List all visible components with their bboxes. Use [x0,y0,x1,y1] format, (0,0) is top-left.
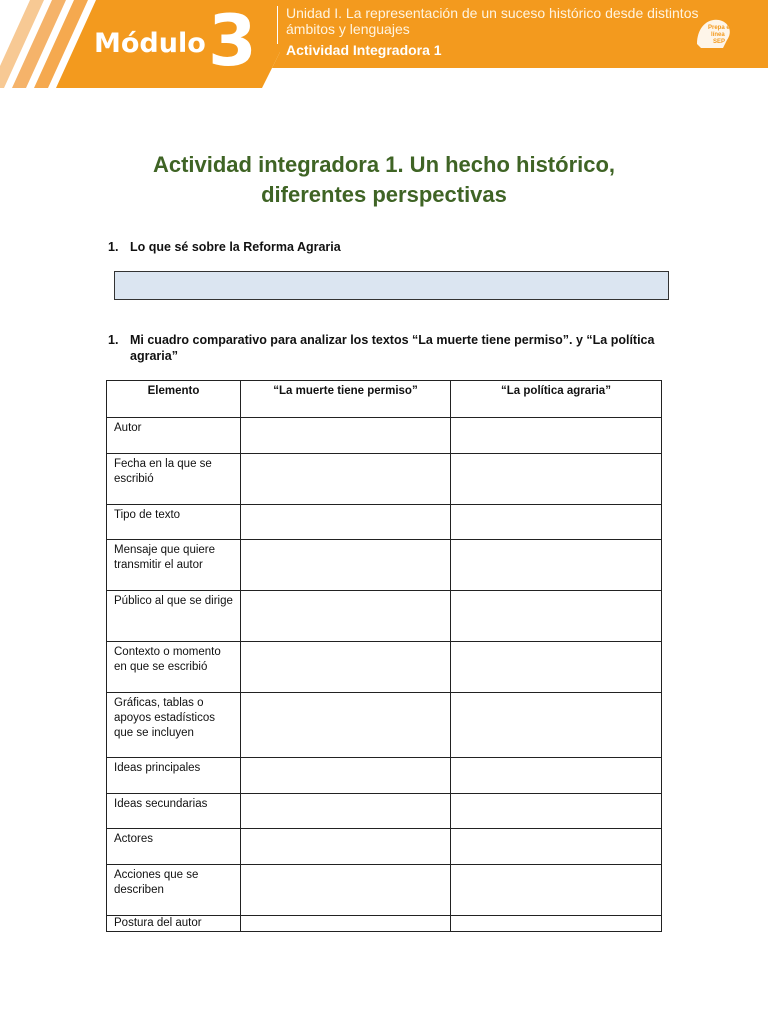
row-label: Acciones que se describen [107,865,241,916]
answer-field[interactable] [114,271,669,300]
table-cell[interactable] [451,865,662,916]
question-2 [108,332,668,364]
table-cell[interactable] [241,829,451,865]
table-cell[interactable] [241,418,451,454]
logo-text-1: Prepa en [708,25,734,31]
header-elemento: Elemento [107,381,241,418]
table-cell[interactable] [241,758,451,794]
table-cell[interactable] [241,540,451,591]
unit-title: Unidad I. La representación de un suceso histórico desde distintos ámbitos y lenguajes [286,5,699,37]
table-cell[interactable] [451,916,662,932]
document-title: Actividad integradora 1. Un hecho histórico, diferentes perspectivas [152,152,616,207]
row-label: Actores [107,829,241,865]
table-cell[interactable] [241,794,451,829]
table-row [107,829,662,865]
table-cell[interactable] [451,758,662,794]
table-cell[interactable] [451,540,662,591]
table-cell[interactable] [241,591,451,642]
table-row [107,794,662,829]
row-label: Tipo de texto [107,505,241,540]
table-row [107,693,662,758]
row-label: Fecha en la que se escribió [107,454,241,505]
prepa-en-linea-logo-icon [693,14,737,50]
table-cell[interactable] [241,865,451,916]
table-cell[interactable] [451,591,662,642]
table-cell[interactable] [241,642,451,693]
question-1 [108,240,341,254]
table-header-row [107,381,662,418]
table-row [107,505,662,540]
header-banner [0,0,768,88]
table-row [107,418,662,454]
table-cell[interactable] [451,794,662,829]
table-cell[interactable] [241,505,451,540]
header-la-muerte-tiene-permiso: “La muerte tiene permiso” [241,381,451,418]
row-label: Mensaje que quiere transmitir el autor [107,540,241,591]
logo-text-3: SEP [713,39,726,45]
table-row [107,642,662,693]
table-row [107,591,662,642]
table-row [107,454,662,505]
header-la-politica-agraria: “La política agraria” [451,381,662,418]
table-cell[interactable] [451,505,662,540]
table-cell[interactable] [451,693,662,758]
table-row [107,865,662,916]
activity-label: Actividad Integradora 1 [286,42,442,58]
table-cell[interactable] [451,829,662,865]
module-number: 3 [208,0,257,82]
row-label: Gráficas, tablas o apoyos estadísticos que se incluyen [107,693,241,758]
question-2-text: Mi cuadro comparativo para analizar los textos “La muerte tiene permiso”. y “La política agraria” [130,333,655,363]
table-row [107,540,662,591]
table-cell[interactable] [241,693,451,758]
row-label: Contexto o momento en que se escribió [107,642,241,693]
table-row [107,916,662,932]
header-divider [277,6,278,44]
row-label: Postura del autor [107,916,241,932]
question-1-text: Lo que sé sobre la Reforma Agraria [130,240,341,254]
table-cell[interactable] [451,454,662,505]
row-label: Ideas principales [107,758,241,794]
table-cell[interactable] [241,454,451,505]
table-row [107,758,662,794]
module-word: Módulo [94,28,206,59]
question-1-number: 1. [108,240,119,254]
comparison-table [106,380,662,932]
row-label: Público al que se dirige [107,591,241,642]
table-cell[interactable] [241,916,451,932]
row-label: Ideas secundarias [107,794,241,829]
row-label: Autor [107,418,241,454]
question-2-number: 1. [108,333,119,347]
table-cell[interactable] [451,642,662,693]
logo-text-2: línea [711,32,725,38]
table-cell[interactable] [451,418,662,454]
